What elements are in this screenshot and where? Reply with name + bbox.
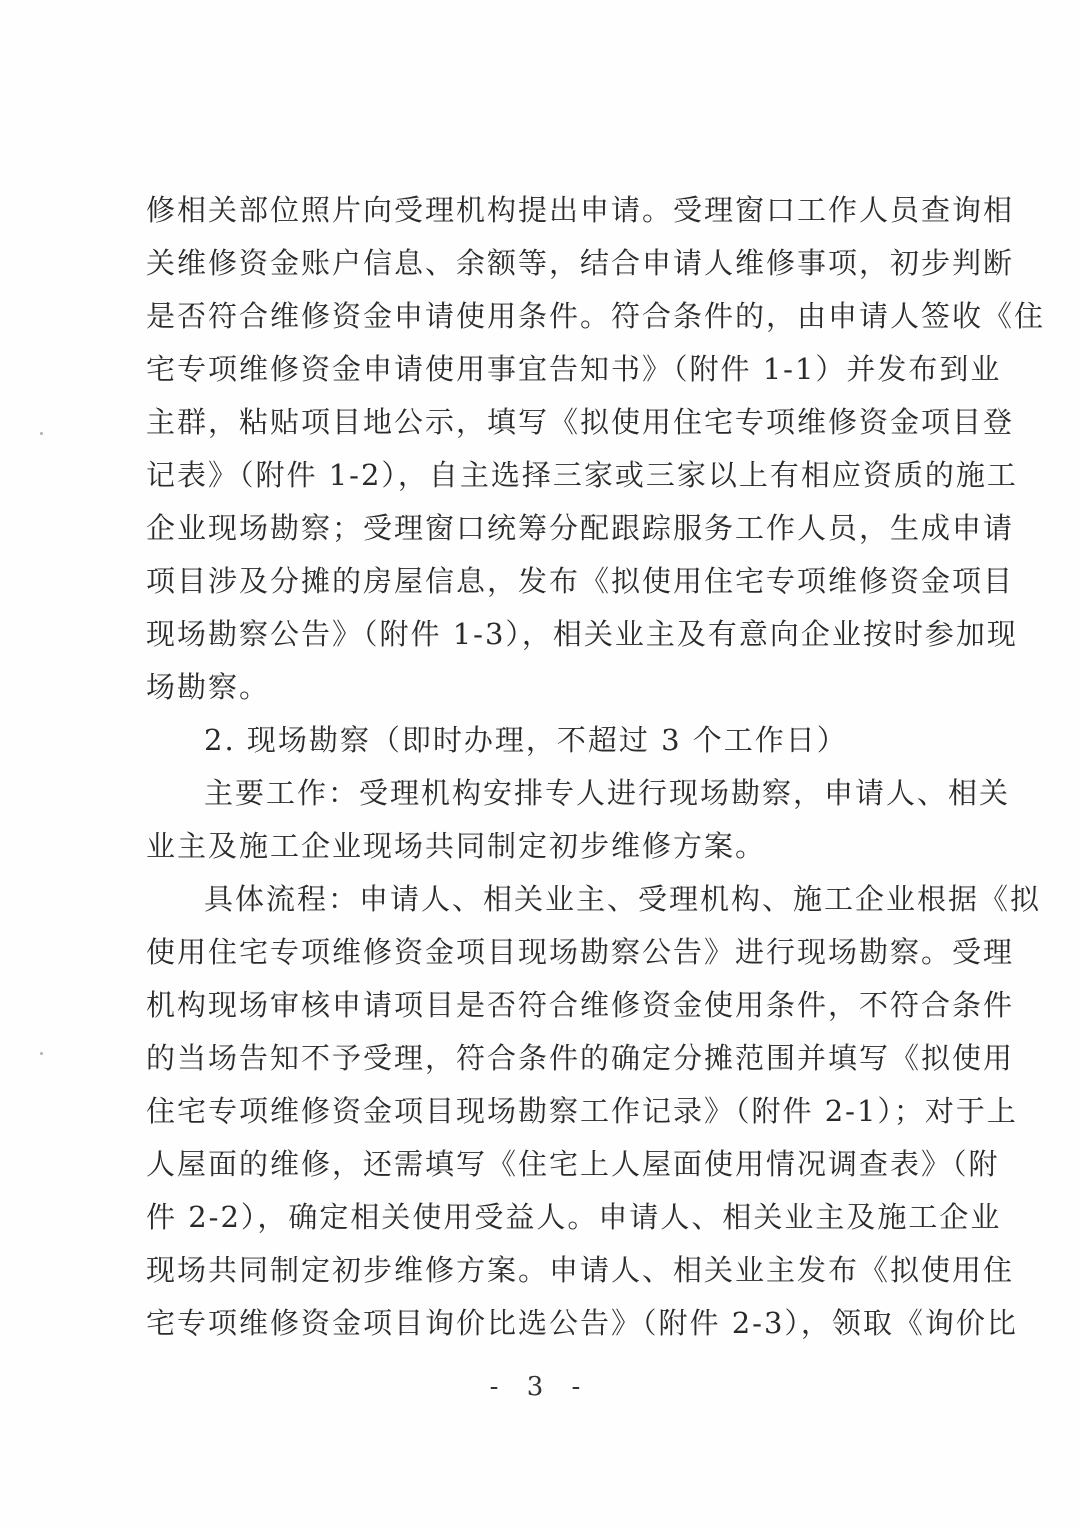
text-line: 主要工作：受理机构安排专人进行现场勘察，申请人、相关 [204, 776, 1011, 810]
text-line: 主群，粘贴项目地公示，填写《拟使用住宅专项维修资金项目登 [146, 405, 1015, 439]
page-number: - 3 - [489, 1372, 591, 1402]
document-body [146, 184, 1046, 1350]
text-line: 住宅专项维修资金项目现场勘察工作记录》（附件 2-1）；对于上 [146, 1094, 1018, 1128]
scan-speck [40, 432, 43, 435]
text-line: 人屋面的维修，还需填写《住宅上人屋面使用情况调查表》（附 [146, 1147, 1000, 1181]
text-line: 业主及施工企业现场共同制定初步维修方案。 [146, 829, 767, 863]
text-line: 项目涉及分摊的房屋信息，发布《拟使用住宅专项维修资金项目 [146, 564, 1015, 598]
scan-speck [40, 1052, 43, 1055]
text-line: 宅专项维修资金项目询价比选公告》（附件 2-3），领取《询价比 [146, 1306, 1018, 1340]
text-line: 的当场告知不予受理，符合条件的确定分摊范围并填写《拟使用 [146, 1041, 1015, 1075]
section-heading: 2. 现场勘察（即时办理，不超过 3 个工作日） [204, 723, 848, 757]
text-line: 现场勘察公告》（附件 1-3），相关业主及有意向企业按时参加现 [146, 617, 1018, 651]
text-line: 企业现场勘察；受理窗口统筹分配跟踪服务工作人员，生成申请 [146, 511, 1015, 545]
text-line: 场勘察。 [146, 670, 271, 704]
text-line: 使用住宅专项维修资金项目现场勘察公告》进行现场勘察。受理 [146, 935, 1015, 969]
text-line: 修相关部位照片向受理机构提出申请。受理窗口工作人员查询相 [146, 193, 1015, 227]
text-line: 记表》（附件 1-2），自主选择三家或三家以上有相应资质的施工 [146, 458, 1018, 492]
text-line: 件 2-2），确定相关使用受益人。申请人、相关业主及施工企业 [146, 1200, 1002, 1234]
text-line: 关维修资金账户信息、余额等，结合申请人维修事项，初步判断 [146, 246, 1015, 280]
text-line: 宅专项维修资金申请使用事宜告知书》（附件 1-1）并发布到业 [146, 352, 1002, 386]
text-line: 机构现场审核申请项目是否符合维修资金使用条件，不符合条件 [146, 988, 1015, 1022]
text-line: 现场共同制定初步维修方案。申请人、相关业主发布《拟使用住 [146, 1253, 1015, 1287]
text-line: 是否符合维修资金申请使用条件。符合条件的，由申请人签收《住 [146, 299, 1046, 333]
text-line: 具体流程：申请人、相关业主、受理机构、施工企业根据《拟 [204, 882, 1042, 916]
